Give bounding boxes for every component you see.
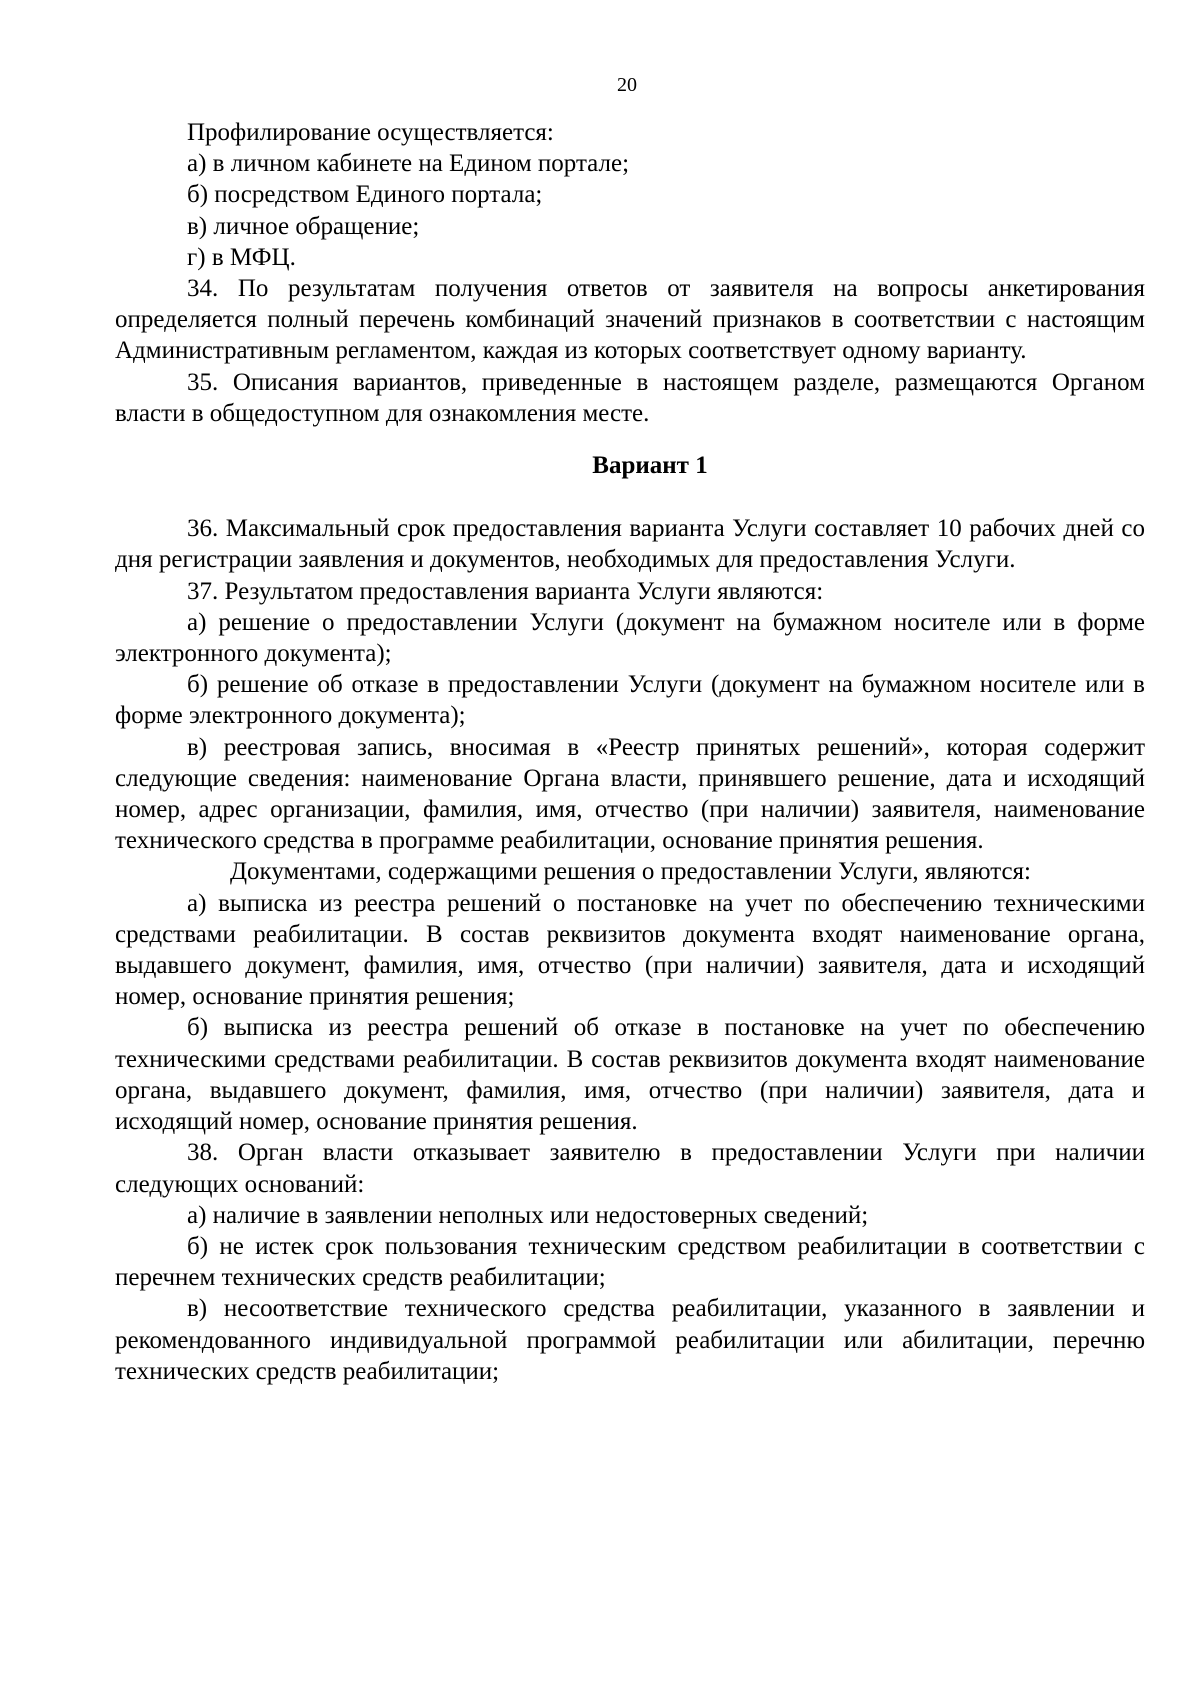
clause-38: 38. Орган власти отказывает заявителю в предоставлении Услуги при наличии следующих оснований:: [115, 1139, 1145, 1198]
document-item-a: а) выписка из реестра решений о постановке на учет по обеспечению техническими средствами реабилитации. В состав реквизитов документа входят наименование органа, выдавшего документ, фамилия, имя, отчество (при наличии) заявителя, дата и исходящий номер, основание принятия решения;: [115, 889, 1145, 1011]
profiling-item-b: б) посредством Единого портала;: [187, 181, 543, 209]
result-item-v: в) реестровая запись, вносимая в «Реестр принятых решений», которая содержит следующие сведения: наименование Органа власти, принявшего решение, дата и исходящий номер, адрес организации, фамилия, имя, отчество (при наличии) заявителя, наименование технического средства в программе реабилитации, основание принятия решения.: [115, 733, 1145, 855]
profiling-item-v: в) личное обращение;: [187, 212, 420, 240]
refusal-item-v: в) несоответствие технического средства реабилитации, указанного в заявлении и рекомендованного индивидуальной программой реабилитации или абилитации, перечню технических средств реабилитации;: [115, 1295, 1145, 1385]
refusal-item-a: а) наличие в заявлении неполных или недостоверных сведений;: [187, 1201, 869, 1229]
result-item-b: б) решение об отказе в предоставлении Услуги (документ на бумажном носителе или в форме электронного документа);: [115, 671, 1145, 730]
document-body: [115, 117, 1145, 1387]
page-number: 20: [617, 74, 637, 96]
clause-35: 35. Описания вариантов, приведенные в настоящем разделе, размещаются Органом власти в общедоступном для ознакомления месте.: [115, 368, 1145, 427]
refusal-item-b: б) не истек срок пользования техническим средством реабилитации в соответствии с перечнем технических средств реабилитации;: [115, 1232, 1145, 1292]
clause-36: 36. Максимальный срок предоставления варианта Услуги составляет 10 рабочих дней со дня регистрации заявления и документов, необходимых для предоставления Услуги.: [115, 515, 1145, 574]
clause-34: 34. По результатам получения ответов от заявителя на вопросы анкетирования определяется полный перечень комбинаций значений признаков в соответствии с настоящим Административным регламентом, каждая из которых соответствует одному варианту.: [115, 275, 1145, 365]
documents-intro: Документами, содержащими решения о предоставлении Услуги, являются:: [230, 858, 1031, 886]
profiling-item-a: а) в личном кабинете на Едином портале;: [187, 150, 630, 178]
document-item-b: б) выписка из реестра решений об отказе в постановке на учет по обеспечению техническими средствами реабилитации. В состав реквизитов документа входят наименование органа, выдавшего документ, фамилия, имя, отчество (при наличии) заявителя, дата и исходящий номер, основание принятия решения.: [115, 1014, 1145, 1136]
variant-heading: Вариант 1: [592, 452, 708, 480]
profiling-intro: Профилирование осуществляется:: [187, 119, 554, 146]
result-item-a: а) решение о предоставлении Услуги (документ на бумажном носителе или в форме электронного документа);: [115, 608, 1145, 668]
clause-37: 37. Результатом предоставления варианта Услуги являются:: [187, 577, 824, 605]
profiling-item-g: г) в МФЦ.: [187, 243, 296, 271]
